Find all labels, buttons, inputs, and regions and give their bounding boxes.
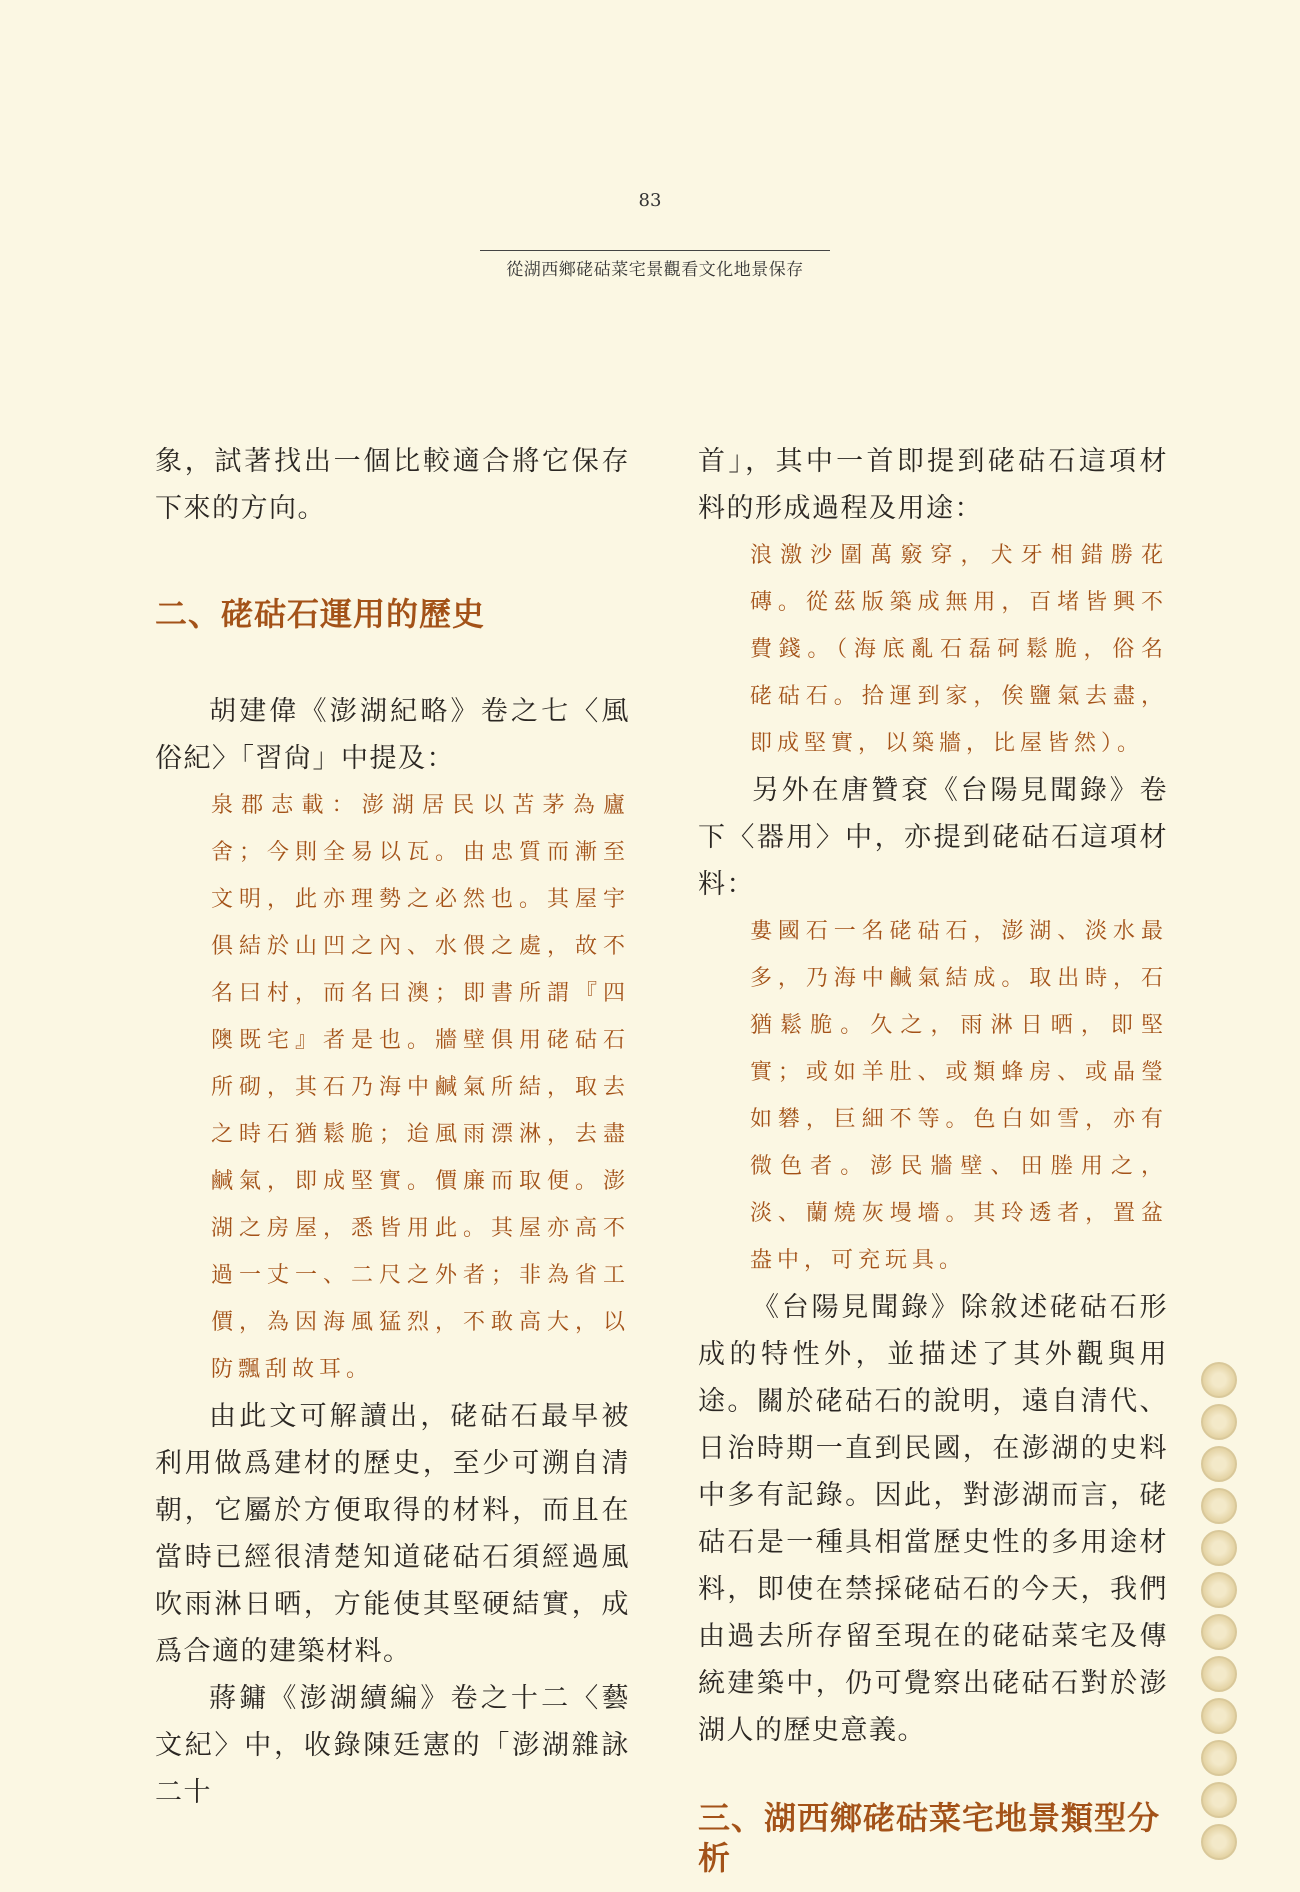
paragraph: 《台陽見聞錄》除敘述硓𥑮石形成的特性外，並描述了其外觀與用途。關於硓𥑮石的說明，遠自清代、日治時期一直到民國，在澎湖的史料中多有記錄。因此，對澎湖而言，硓𥑮石是一種具相當歷史性的多用途材料，即使在禁採硓𥑮石的今天，我們由過去所存留至現在的硓𥑮菜宅及傳統建築中，仍可覺察出硓𥑮石對於澎湖人的歷史意義。 [698,1292,1168,1746]
section-heading: 三、湖西鄉硓𥑮菜宅地景類型分析 [698,1799,1161,1877]
ornament-icon [1201,1614,1237,1650]
paragraph: 首」，其中一首即提到硓𥑮石這項材料的形成過程及用途： [698,446,1168,524]
block-quote: 浪激沙圍萬竅穿，犬牙相錯勝花磚。從茲版築成無用，百堵皆興不費錢。（海底亂石磊砢鬆脆，俗名硓𥑮石。拾運到家，俟鹽氣去盡，即成堅實，以築牆，比屋皆然）。 [750,543,1168,756]
paragraph: 由此文可解讀出，硓𥑮石最早被利用做爲建材的歷史，至少可溯自清朝，它屬於方便取得的材料，而且在當時已經很清楚知道硓𥑮石須經過風吹雨淋日晒，方能使其堅硬結實，成爲合適的建築材料。 [155,1401,630,1667]
paragraph: 蔣鏞《澎湖續編》卷之十二〈藝文紀〉中，收錄陳廷憲的「澎湖雜詠二十 [155,1683,630,1808]
ornament-icon [1201,1572,1237,1608]
left-column [155,438,630,1816]
ornament-icon [1201,1740,1237,1776]
section-heading: 二、硓𥑮石運用的歷史 [155,595,486,633]
ornament-icon [1201,1446,1237,1482]
ornament-icon [1201,1698,1237,1734]
ornament-icon [1201,1656,1237,1692]
ornament-icon [1201,1362,1237,1398]
block-quote: 婁國石一名硓𥑮石，澎湖、淡水最多，乃海中鹹氣結成。取出時，石猶鬆脆。久之，雨淋日晒，即堅實；或如羊肚、或類蜂房、或晶瑩如礬，巨細不等。色白如雪，亦有微色者。澎民牆壁、田塍用之，淡、蘭燒灰墁墻。其玲透者，置盆盎中，可充玩具。 [750,919,1168,1273]
paragraph: 另外在唐贊袞《台陽見聞錄》卷下〈器用〉中，亦提到硓𥑮石這項材料： [698,775,1168,900]
running-header: 從湖西鄉硓𥑮菜宅景觀看文化地景保存 [480,250,830,280]
ornament-icon [1201,1782,1237,1818]
paragraph: 胡建偉《澎湖紀略》卷之七〈風俗紀〉「習尙」中提及： [155,696,630,774]
block-quote: 泉郡志載：澎湖居民以苫茅為廬舍；今則全易以瓦。由忠質而漸至文明，此亦理勢之必然也。其屋宇俱結於山凹之內、水偎之處，故不名曰村，而名曰澳；即書所謂『四隩既宅』者是也。牆壁俱用硓𥑮石所砌，其石乃海中鹹氣所結，取去之時石猶鬆脆；迨風雨漂淋，去盡鹹氣，即成堅實。價廉而取便。澎湖之房屋，悉皆用此。其屋亦高不過一丈一、二尺之外者；非為省工價，為因海風猛烈，不敢高大，以防飄刮故耳。 [211,793,630,1382]
right-column [698,438,1168,1878]
ornament-icon [1201,1530,1237,1566]
decorative-ornament-strip [1198,1362,1240,1866]
paragraph: 象，試著找出一個比較適合將它保存下來的方向。 [155,446,630,524]
ornament-icon [1201,1404,1237,1440]
ornament-icon [1201,1824,1237,1860]
ornament-icon [1201,1488,1237,1524]
page-number: 83 [638,190,662,211]
